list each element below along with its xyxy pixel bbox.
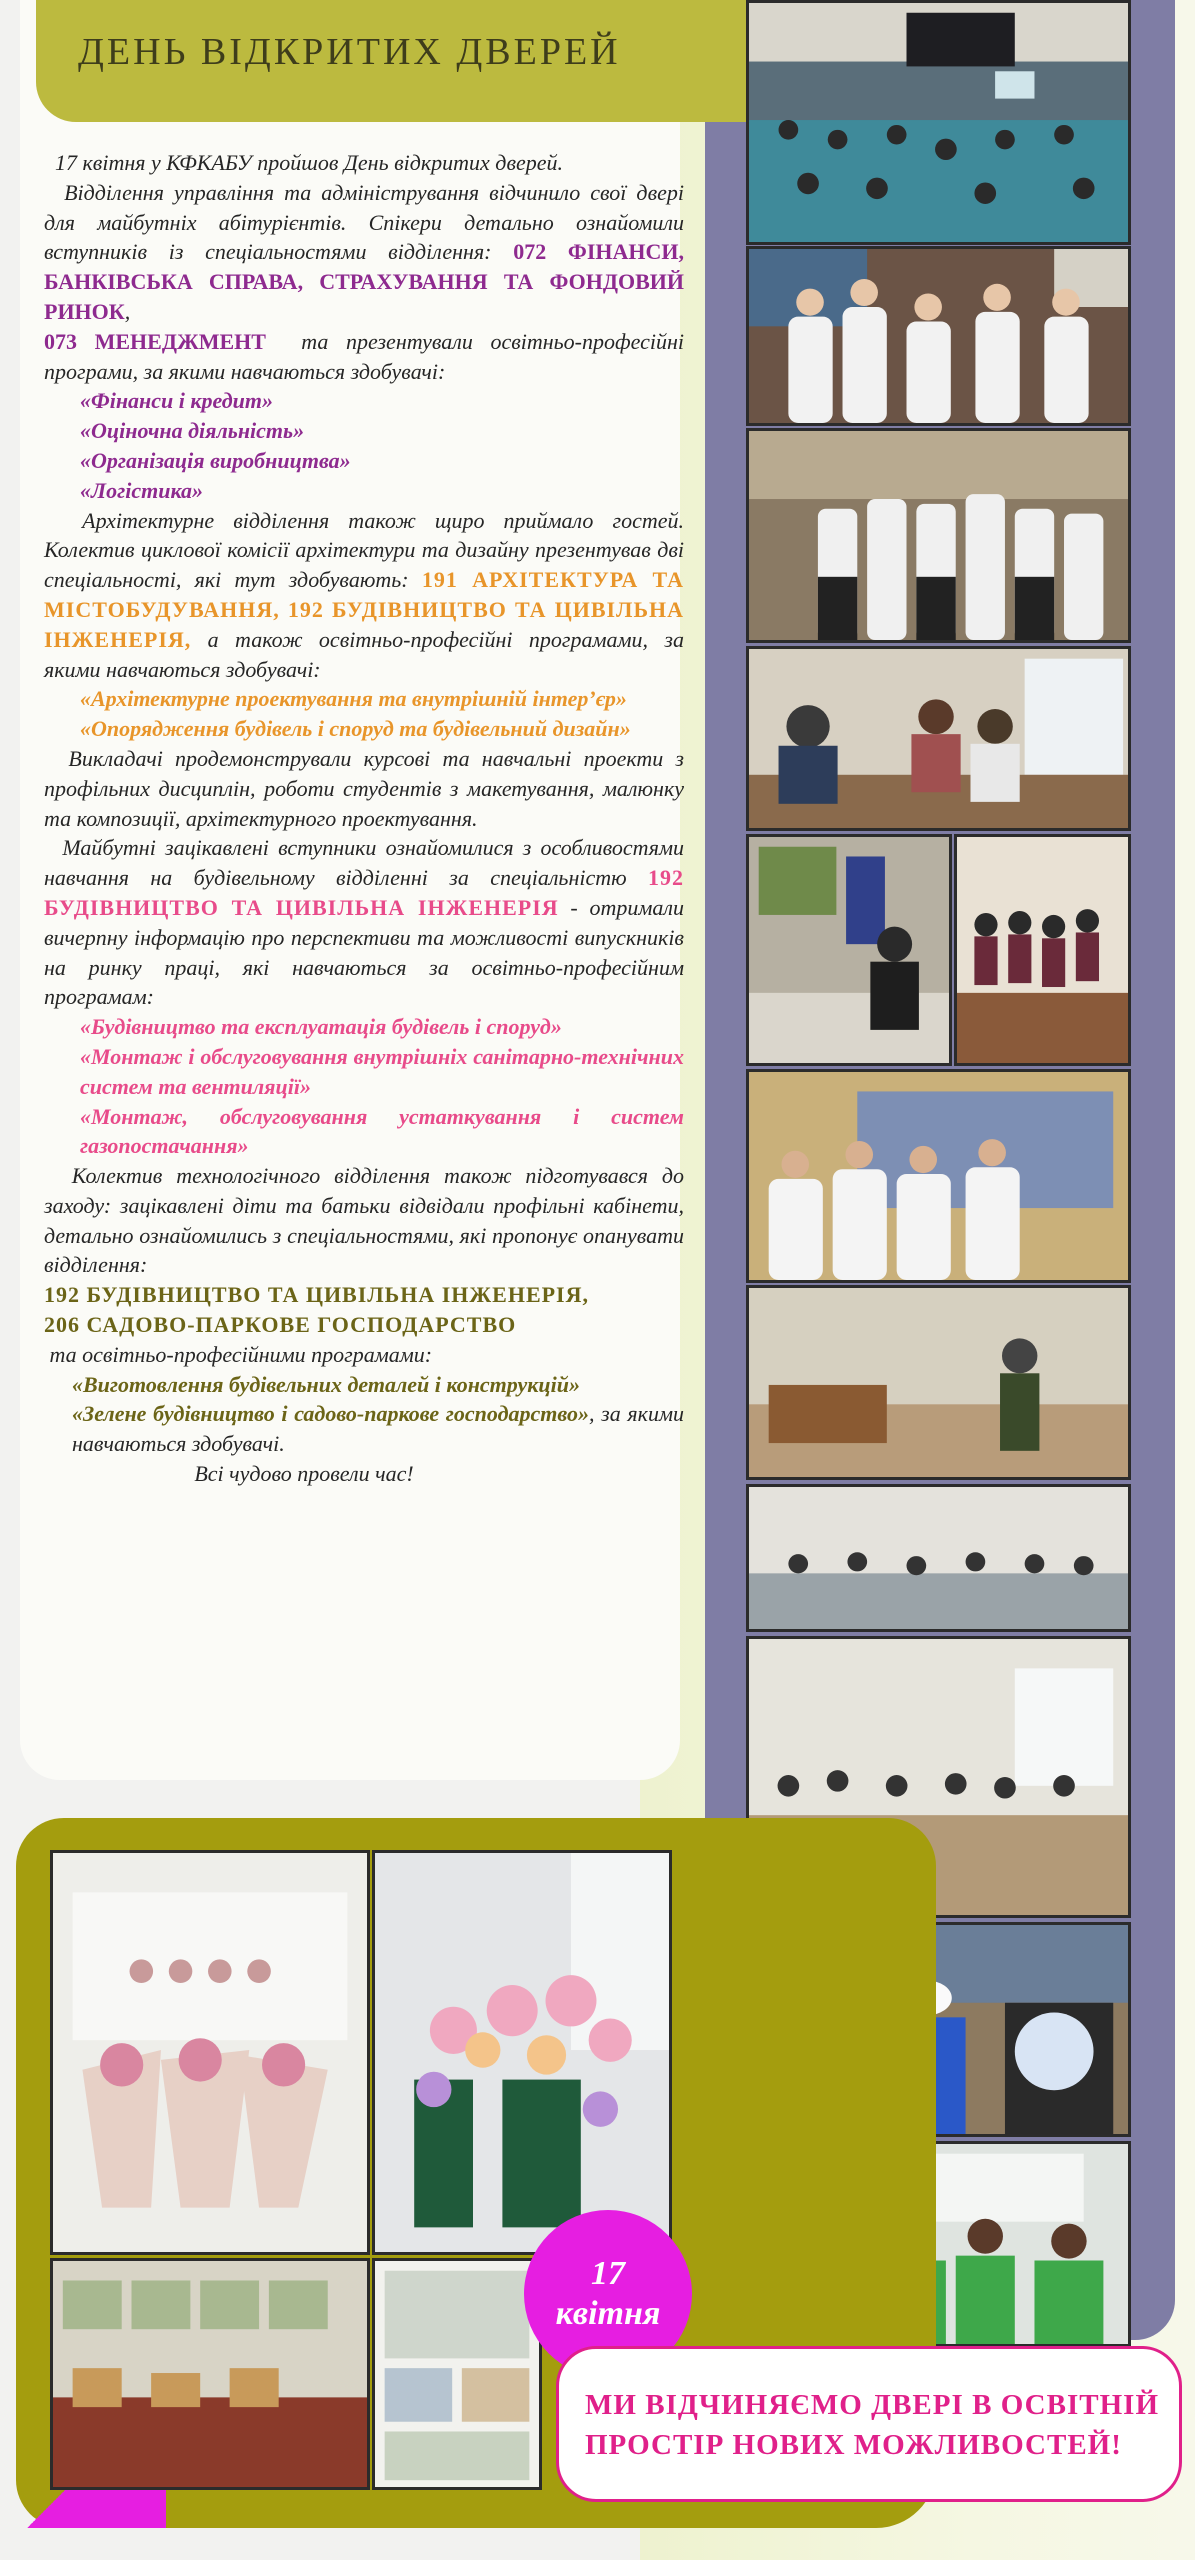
- program-mgmt-1: «Фінанси і кредит»: [80, 388, 273, 414]
- program-mgmt-4: «Логістика»: [80, 477, 204, 503]
- photo-architecture-posters: [372, 2258, 542, 2490]
- photo-exhibit-right: [954, 834, 1131, 1066]
- photo-group-hall: [746, 428, 1131, 643]
- photo-auditorium: [746, 0, 1131, 245]
- photo-flower-bouquets: [50, 1850, 370, 2255]
- specialty-206: 206 САДОВО-ПАРКОВЕ ГОСПОДАРСТВО: [44, 1312, 517, 1338]
- article-body: 17 квітня у КФКАБУ пройшов День відкритих дверей. Відділення управління та адміністрування відчинило свої двері для майбутніх абітурієнтів. Спікери детально ознайомили вступників із спеціальностями відділення: 072 ФІНАНСИ, БАНКІВСЬКА СПРАВА, СТРАХУВАННЯ ТА ФОНДОВИЙ РИНОК, 073 МЕНЕДЖМЕНТ та презентували освітньо-професійні програми, за якими навчаються здобувачі: «Фінанси і кредит» «Оціночна діяльність» «Організація виробництва» «Логістика» Архітектурне відділення також щиро приймало гостей. Колектив циклової комісії архітектури та дизайну презентував дві спеціальності, які тут здобувають: 191 АРХІТЕКТУРА ТА МІСТОБУДУВАННЯ, 192 БУДІВНИЦТВО ТА ЦИВІЛЬНА ІНЖЕНЕРІЯ, а також освітньо-професійні програмами, за якими навчаються здобувачі: «Архітектурне проектування та внутрішній інтер’єр» «Опорядження будівель і споруд та будівельний дизайн» Викладачі продемонстрували курсові та навчальні проекти з профільних дисциплін, роботи студентів з макетування, малюнку та композиції, архітектурного проектування. Майбутні зацікавлені вступники ознайомилися з особливостями навчання на будівельному відділенні за спеціальністю 192 БУДІВНИЦТВО ТА ЦИВІЛЬНА ІНЖЕНЕРІЯ - отримали вичерпну інформацію про перспективи та можливості випускників на ринку праці, які навчаються за освітньо-професійним програмам: «Будівництво та експлуатація будівель і споруд» «Монтаж і обслуговування внутрішніх санітарно-технічних систем та вентиляції» «Монтаж, обслуговування устаткування і систем газопостачання» Колектив технологічного відділення також підготувався до заходу: зацікавлені діти та батьки відвідали профільні кабінети, детально ознайомились з спеціальностями, які пропонує опанувати відділення: 192 БУДІВНИЦТВО ТА ЦИВІЛЬНА ІНЖЕНЕРІЯ, 206 САДОВО-ПАРКОВЕ ГОСПОДАРСТВО та освітньо-професійними програмами: «Виготовлення будівельних деталей і конструкцій» «Зелене будівництво і садово-паркове господарство», за якими навчаються здобувачі. Всі чудово провели час!: [44, 148, 684, 1489]
- article-p2-tail: а також освітньо-професійні програмами, за якими навчаються здобувачі:: [44, 626, 684, 682]
- photo-lab-visitors: [746, 1484, 1131, 1632]
- slogan-box: [556, 2346, 1182, 2502]
- photo-exhibit-left: [746, 834, 952, 1066]
- article-p4: Майбутні зацікавлені вступники ознайомилися з особливостями навчання на будівельному відділенні за спеціальністю: [44, 835, 685, 891]
- article-p1-tail: та презентували освітньо-професійні програми, за якими навчаються здобувачі:: [44, 328, 685, 384]
- photo-schedule-board: [746, 1069, 1131, 1283]
- program-mgmt-2: «Оціночна діяльність»: [80, 418, 305, 444]
- specialty-192-tech: 192 БУДІВНИЦТВО ТА ЦИВІЛЬНА ІНЖЕНЕРІЯ,: [44, 1282, 589, 1308]
- program-arch-1: «Архітектурне проектування та внутрішній інтер’єр»: [80, 686, 627, 712]
- article-p4-tail: - отримали вичерпну інформацію про перспективи та можливості випускників на ринку праці, які навчаються за освітньо-професійним програмам:: [44, 894, 684, 1010]
- specialty-073: 073 МЕНЕДЖМЕНТ: [44, 328, 266, 354]
- photo-students-white-shirts: [746, 246, 1131, 426]
- photo-flower-letters: [372, 1850, 672, 2255]
- article-p5: Колектив технологічного відділення також підготувався до заходу: зацікавлені діти та батьки відвідали профільні кабінети, детально ознайомились з спеціальностями, які пропонує опанувати відділення:: [44, 1163, 684, 1278]
- program-build-3: «Монтаж, обслуговування устаткування і систем газопостачання»: [80, 1103, 684, 1159]
- program-tech-2: «Зелене будівництво і садово-паркове господарство»: [72, 1401, 589, 1427]
- program-build-2: «Монтаж і обслуговування внутрішніх санітарно-технічних систем та вентиляції»: [80, 1043, 684, 1099]
- specialty-191-192: 191 АРХІТЕКТУРА ТА МІСТОБУДУВАННЯ, 192 БУДІВНИЦТВО ТА ЦИВІЛЬНА ІНЖЕНЕРІЯ,: [44, 567, 685, 652]
- article-p5-tail: , за якими навчаються здобувачі.: [72, 1401, 684, 1457]
- specialty-192-build: 192 БУДІВНИЦТВО ТА ЦИВІЛЬНА ІНЖЕНЕРІЯ: [44, 865, 685, 920]
- page-title: ДЕНЬ ВІДКРИТИХ ДВЕРЕЙ: [78, 31, 621, 73]
- article-closing: Всі чудово провели час!: [194, 1461, 414, 1487]
- article-p1-rest: Відділення управління та адміністрування відчинило свої двері для майбутніх абітурієнтів. Спікери детально ознайомили вступників із спеціальностями відділення:: [44, 179, 684, 265]
- photo-garden-models: [50, 2258, 370, 2490]
- article-p3: Викладачі продемонстрували курсові та навчальні проекти з профільних дисциплін, роботи студентів з макетування, малюнку та композиції, архітектурного проектування.: [44, 745, 684, 831]
- article-p1-start: 17 квітня у КФКАБУ пройшов День відкритих дверей.: [55, 150, 564, 175]
- program-mgmt-3: «Організація виробництва»: [80, 447, 351, 473]
- program-build-1: «Будівництво та експлуатація будівель і споруд»: [80, 1014, 562, 1040]
- program-arch-2: «Опорядження будівель і споруд та будівельний дизайн»: [80, 716, 631, 742]
- article-p5-mid: та освітньо-професійними програмами:: [49, 1341, 433, 1367]
- date-badge-day: 17: [591, 2255, 625, 2292]
- specialty-072: 072 ФІНАНСИ, БАНКІВСЬКА СПРАВА, СТРАХУВАННЯ ТА ФОНДОВИЙ РИНОК: [44, 239, 685, 324]
- photo-models-room: [746, 1285, 1131, 1480]
- article-p2: Архітектурне відділення також щиро приймало гостей. Колектив циклової комісії архітектури та дизайну презентував дві спеціальності, які тут здобувають:: [44, 507, 684, 593]
- date-badge-month: квітня: [555, 2295, 661, 2332]
- slogan-text: МИ ВІДЧИНЯЄМО ДВЕРІ В ОСВІТНІЙ ПРОСТІР НОВИХ МОЖЛИВОСТЕЙ!: [585, 2389, 1159, 2461]
- program-tech-1: «Виготовлення будівельних деталей і конструкцій»: [72, 1371, 580, 1397]
- photo-classroom-visitors: [746, 646, 1131, 831]
